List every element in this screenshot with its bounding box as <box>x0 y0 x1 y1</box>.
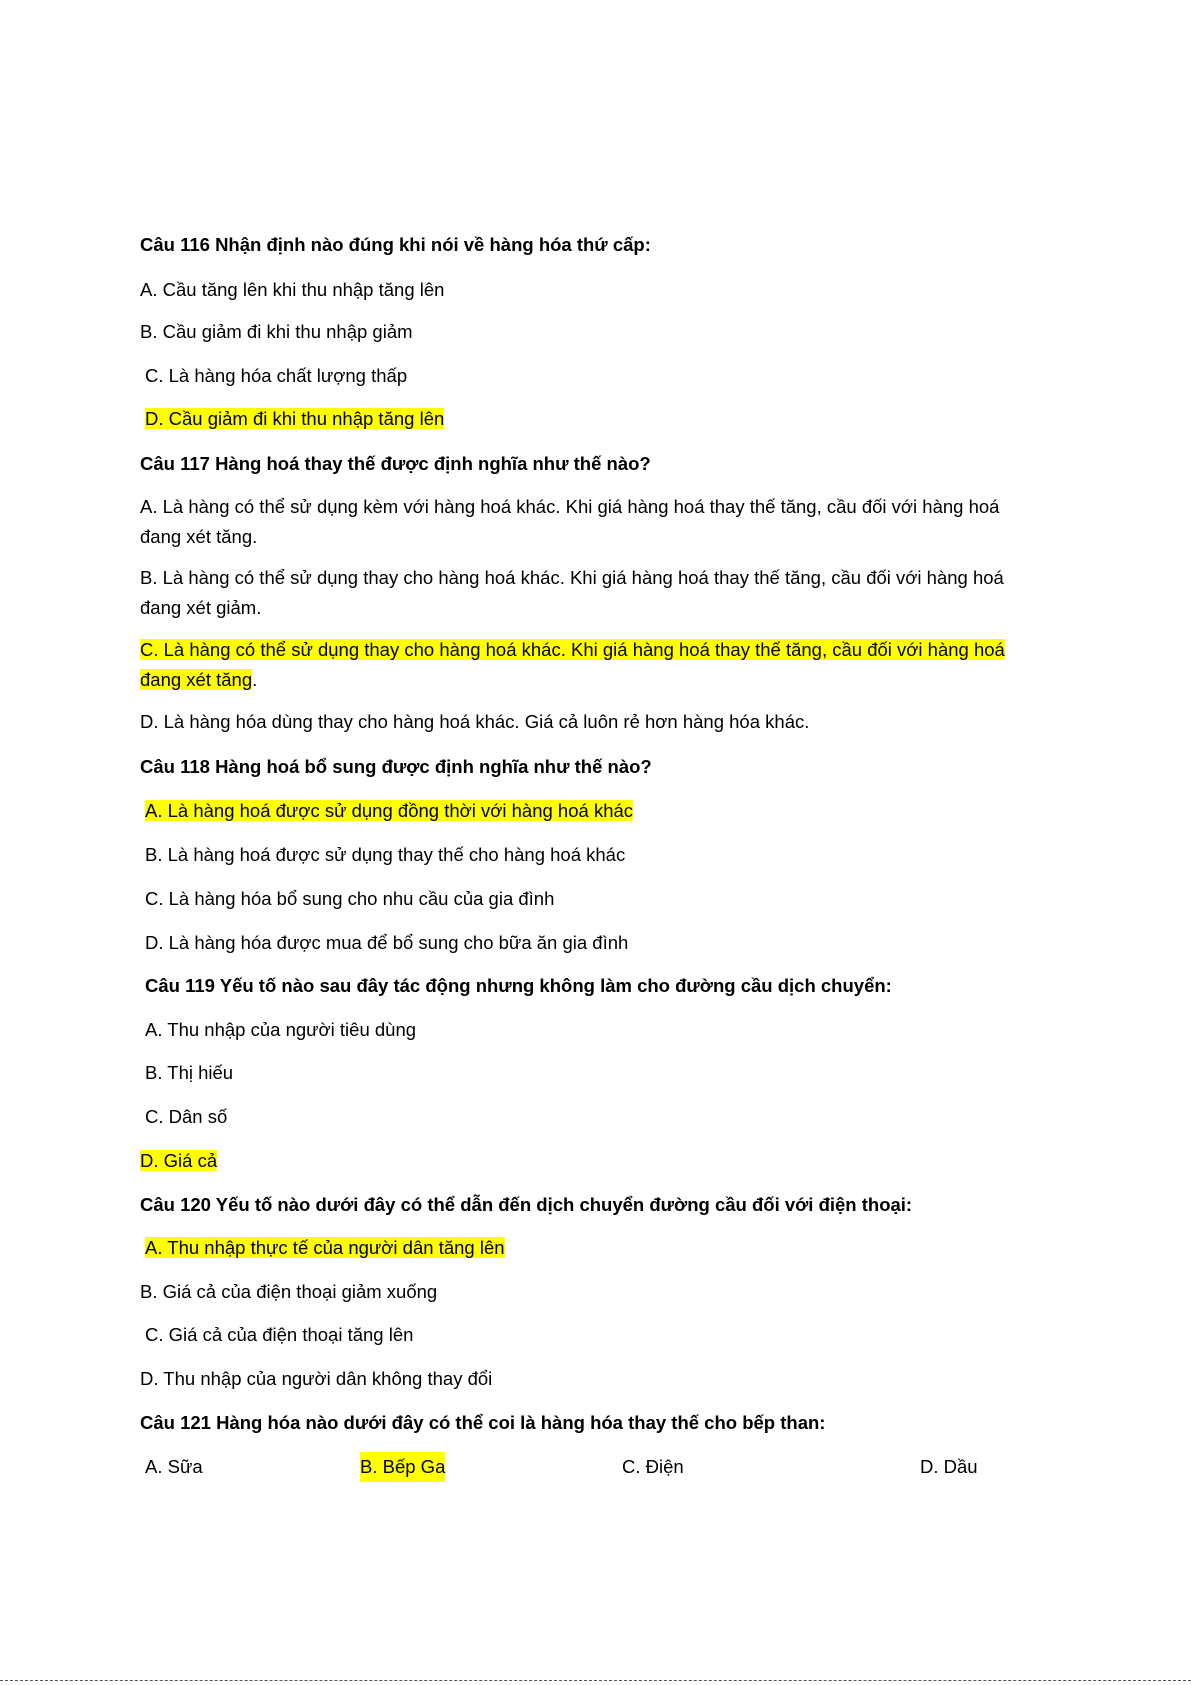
question-120-option-b: B. Giá cả của điện thoại giảm xuống <box>140 1281 438 1302</box>
question-116-option-d <box>145 404 444 434</box>
question-118-option-b: B. Là hàng hoá được sử dụng thay thế cho hàng hoá khác <box>145 844 626 865</box>
question-119-option-c: C. Dân số <box>145 1106 228 1127</box>
question-121-option-a: A. Sữa <box>145 1456 203 1477</box>
question-118-title: Câu 118 Hàng hoá bổ sung được định nghĩa như thế nào? <box>140 756 652 777</box>
question-118-option-a <box>145 796 633 826</box>
option-c-tail: . <box>252 669 258 690</box>
question-119-option-a: A. Thu nhập của người tiêu dùng <box>145 1019 417 1040</box>
answer-highlight: C. Là hàng có thể sử dụng thay cho hàng hoá khác. Khi giá hàng hoá thay thế tăng, cầu đối với hàng hoá đang xét tăng <box>140 639 1005 690</box>
answer-highlight: A. Thu nhập thực tế của người dân tăng lên <box>145 1237 505 1258</box>
question-116-option-b: B. Cầu giảm đi khi thu nhập giảm <box>140 321 413 342</box>
question-121-title: Câu 121 Hàng hóa nào dưới đây có thể coi là hàng hóa thay thế cho bếp than: <box>140 1412 826 1433</box>
answer-highlight: D. Giá cả <box>140 1150 218 1171</box>
answer-highlight: D. Cầu giảm đi khi thu nhập tăng lên <box>145 408 445 429</box>
question-120-title: Câu 120 Yếu tố nào dưới đây có thể dẫn đến dịch chuyển đường cầu đối với điện thoại: <box>140 1194 913 1215</box>
question-120-option-a <box>145 1233 505 1263</box>
question-117-option-a: A. Là hàng có thể sử dụng kèm với hàng hoá khác. Khi giá hàng hoá thay thế tăng, cầu đối với hàng hoá đang xét tăng. <box>140 496 1000 547</box>
question-119-option-b: B. Thị hiếu <box>145 1062 234 1083</box>
question-119-title: Câu 119 Yếu tố nào sau đây tác động nhưng không làm cho đường cầu dịch chuyển: <box>145 975 892 996</box>
question-121-option-c: C. Điện <box>622 1456 684 1477</box>
question-118-option-d: D. Là hàng hóa được mua để bổ sung cho bữa ăn gia đình <box>145 932 629 953</box>
question-121-option-b: B. Bếp Ga <box>360 1452 445 1482</box>
question-117-title: Câu 117 Hàng hoá thay thế được định nghĩa như thế nào? <box>140 453 651 474</box>
question-121-option-d: D. Dầu <box>920 1456 978 1477</box>
question-116-title: Câu 116 Nhận định nào đúng khi nói về hàng hóa thứ cấp: <box>140 234 651 255</box>
question-121-options-row <box>0 1452 1191 1482</box>
question-118-option-c: C. Là hàng hóa bổ sung cho nhu cầu của gia đình <box>145 888 555 909</box>
question-116-option-c: C. Là hàng hóa chất lượng thấp <box>145 365 408 386</box>
question-117-option-b: B. Là hàng có thể sử dụng thay cho hàng hoá khác. Khi giá hàng hoá thay thế tăng, cầu đối với hàng hoá đang xét giảm. <box>140 567 1004 618</box>
question-117-option-d: D. Là hàng hóa dùng thay cho hàng hoá khác. Giá cả luôn rẻ hơn hàng hóa khác. <box>140 711 810 732</box>
question-116-option-a: A. Cầu tăng lên khi thu nhập tăng lên <box>140 279 445 300</box>
page-bottom-rule <box>0 1680 1191 1681</box>
question-117-option-c <box>140 635 1045 695</box>
question-120-option-d: D. Thu nhập của người dân không thay đổi <box>140 1368 493 1389</box>
question-119-option-d <box>140 1146 217 1176</box>
answer-highlight: A. Là hàng hoá được sử dụng đồng thời với hàng hoá khác <box>145 800 634 821</box>
question-120-option-c: C. Giá cả của điện thoại tăng lên <box>145 1324 414 1345</box>
